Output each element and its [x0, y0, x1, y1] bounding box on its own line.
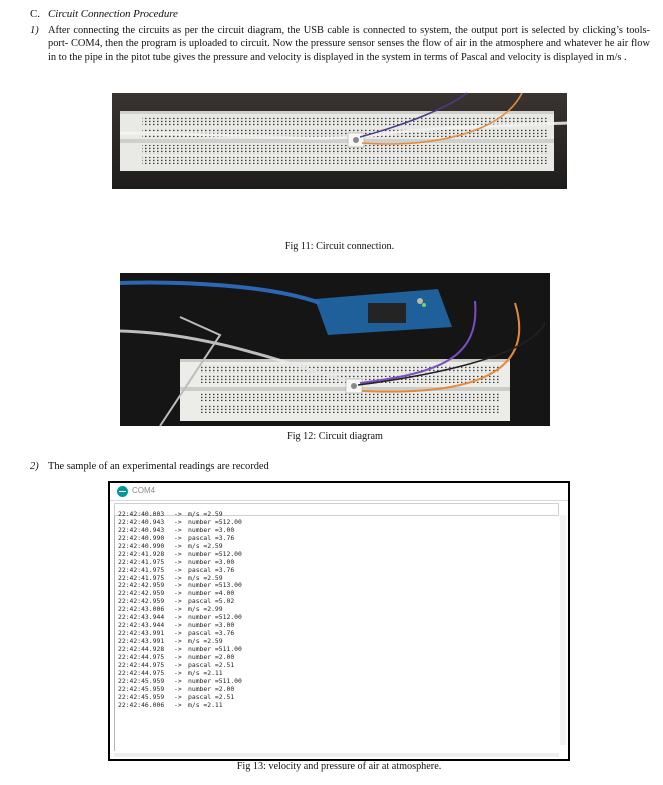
line-timestamp: 22:42:42.959 — [118, 589, 165, 598]
line-arrow: -> — [174, 589, 182, 598]
line-timestamp: 22:42:43.991 — [118, 637, 165, 645]
line-arrow: -> — [174, 517, 182, 526]
line-timestamp: 22:42:41.975 — [118, 573, 165, 582]
line-arrow: -> — [174, 652, 182, 661]
circuit-diagram-photo — [120, 273, 550, 426]
line-value: pascal =3.76 — [188, 533, 235, 542]
step-number: 2) — [30, 461, 39, 472]
line-value: number =3.00 — [188, 525, 235, 534]
circuit-connection-photo — [112, 93, 567, 189]
line-arrow: -> — [174, 684, 182, 693]
line-arrow: -> — [174, 573, 182, 582]
line-arrow: -> — [174, 557, 182, 566]
fig12-caption: Fig 12: Circuit diagram — [287, 431, 383, 442]
line-timestamp: 22:42:44.975 — [118, 668, 165, 677]
line-arrow: -> — [174, 541, 182, 550]
arduino-icon — [117, 486, 128, 497]
serial-line — [118, 702, 242, 710]
line-arrow: -> — [174, 549, 182, 558]
step-text: The sample of an experimental readings are recorded — [48, 461, 269, 472]
line-timestamp: 22:42:44.975 — [118, 652, 165, 661]
serial-output-rows — [118, 511, 242, 709]
line-timestamp: 22:42:45.959 — [118, 684, 165, 693]
line-value: m/s =2.59 — [188, 510, 223, 518]
line-value: pascal =3.76 — [188, 565, 235, 574]
line-value: pascal =5.02 — [188, 597, 235, 606]
step-number: 1) — [30, 25, 39, 36]
line-arrow: -> — [174, 621, 182, 630]
arduino-breadboard-photo-illustration — [120, 273, 550, 426]
line-value: number =3.00 — [188, 621, 235, 630]
line-timestamp: 22:42:40.990 — [118, 533, 165, 542]
line-value: number =4.00 — [188, 589, 235, 598]
line-arrow: -> — [174, 660, 182, 669]
line-timestamp: 22:42:43.944 — [118, 621, 165, 630]
breadboard-photo-illustration — [112, 93, 567, 189]
line-timestamp: 22:42:46.006 — [118, 700, 165, 709]
section-title: Circuit Connection Procedure — [48, 8, 178, 20]
line-timestamp: 22:42:42.959 — [118, 581, 165, 590]
line-arrow: -> — [174, 668, 182, 677]
line-arrow: -> — [174, 644, 182, 653]
line-value: number =512.00 — [188, 549, 242, 558]
section-label: C. — [30, 8, 40, 20]
line-timestamp: 22:42:41.975 — [118, 565, 165, 574]
line-value: m/s =2.59 — [188, 541, 223, 550]
line-value: m/s =2.59 — [188, 573, 223, 582]
line-arrow: -> — [174, 533, 182, 542]
line-arrow: -> — [174, 510, 182, 518]
line-value: number =511.00 — [188, 676, 242, 685]
line-value: m/s =2.11 — [188, 700, 223, 709]
line-value: number =512.00 — [188, 517, 242, 526]
section-heading — [30, 8, 178, 20]
line-timestamp: 22:42:44.928 — [118, 644, 165, 653]
line-timestamp: 22:42:44.975 — [118, 660, 165, 669]
horizontal-scrollbar[interactable] — [114, 753, 559, 757]
line-value: pascal =2.51 — [188, 660, 235, 669]
line-value: number =2.00 — [188, 652, 235, 661]
serial-monitor-titlebar — [110, 483, 568, 501]
line-value: number =512.00 — [188, 613, 242, 622]
line-timestamp: 22:42:41.928 — [118, 549, 165, 558]
procedure-step-2 — [30, 461, 269, 472]
line-timestamp: 22:42:45.959 — [118, 692, 165, 701]
line-timestamp: 22:42:40.990 — [118, 541, 165, 550]
step-text: After connecting the circuits as per the circuit diagram, the USB cable is connected to system, the output port is selected by clicking’s tools- port- COM4, then the program is uploaded to circuit. Now the pressure sensor senses the flow of air in the atmosphere and whatever he air flow in to the pipe in the pitot tube gives the pressure and velocity is displayed in the system in terms of Pascal and velocity is displayed in m/s . — [48, 25, 650, 63]
line-arrow: -> — [174, 629, 182, 638]
line-arrow: -> — [174, 565, 182, 574]
line-arrow: -> — [174, 700, 182, 709]
line-value: number =511.00 — [188, 644, 242, 653]
line-timestamp: 22:42:43.944 — [118, 613, 165, 622]
line-value: m/s =2.99 — [188, 605, 223, 614]
line-arrow: -> — [174, 525, 182, 534]
line-value: pascal =2.51 — [188, 692, 235, 701]
serial-monitor-window — [108, 481, 570, 761]
line-arrow: -> — [174, 597, 182, 606]
line-timestamp: 22:42:43.006 — [118, 605, 165, 614]
line-arrow: -> — [174, 676, 182, 685]
line-value: number =3.00 — [188, 557, 235, 566]
line-timestamp: 22:42:40.943 — [118, 517, 165, 526]
serial-output-area — [114, 510, 556, 751]
line-timestamp: 22:42:41.975 — [118, 557, 165, 566]
line-arrow: -> — [174, 692, 182, 701]
line-value: m/s =2.59 — [188, 637, 223, 645]
window-title: COM4 — [132, 486, 156, 495]
line-timestamp: 22:42:40.943 — [118, 525, 165, 534]
line-timestamp: 22:42:42.959 — [118, 597, 165, 606]
line-value: m/s =2.11 — [188, 668, 223, 677]
line-arrow: -> — [174, 637, 182, 645]
line-timestamp: 22:42:43.991 — [118, 629, 165, 638]
line-arrow: -> — [174, 613, 182, 622]
line-value: pascal =3.76 — [188, 629, 235, 638]
line-timestamp: 22:42:40.003 — [118, 510, 165, 518]
fig13-caption: Fig 13: velocity and pressure of air at atmosphere. — [236, 761, 442, 772]
procedure-step-1 — [30, 24, 650, 64]
line-arrow: -> — [174, 581, 182, 590]
vertical-scrollbar[interactable] — [560, 515, 566, 745]
line-timestamp: 22:42:45.959 — [118, 676, 165, 685]
line-value: number =513.00 — [188, 581, 242, 590]
line-arrow: -> — [174, 605, 182, 614]
fig11-caption: Fig 11: Circuit connection. — [284, 241, 395, 252]
line-value: number =2.00 — [188, 684, 235, 693]
